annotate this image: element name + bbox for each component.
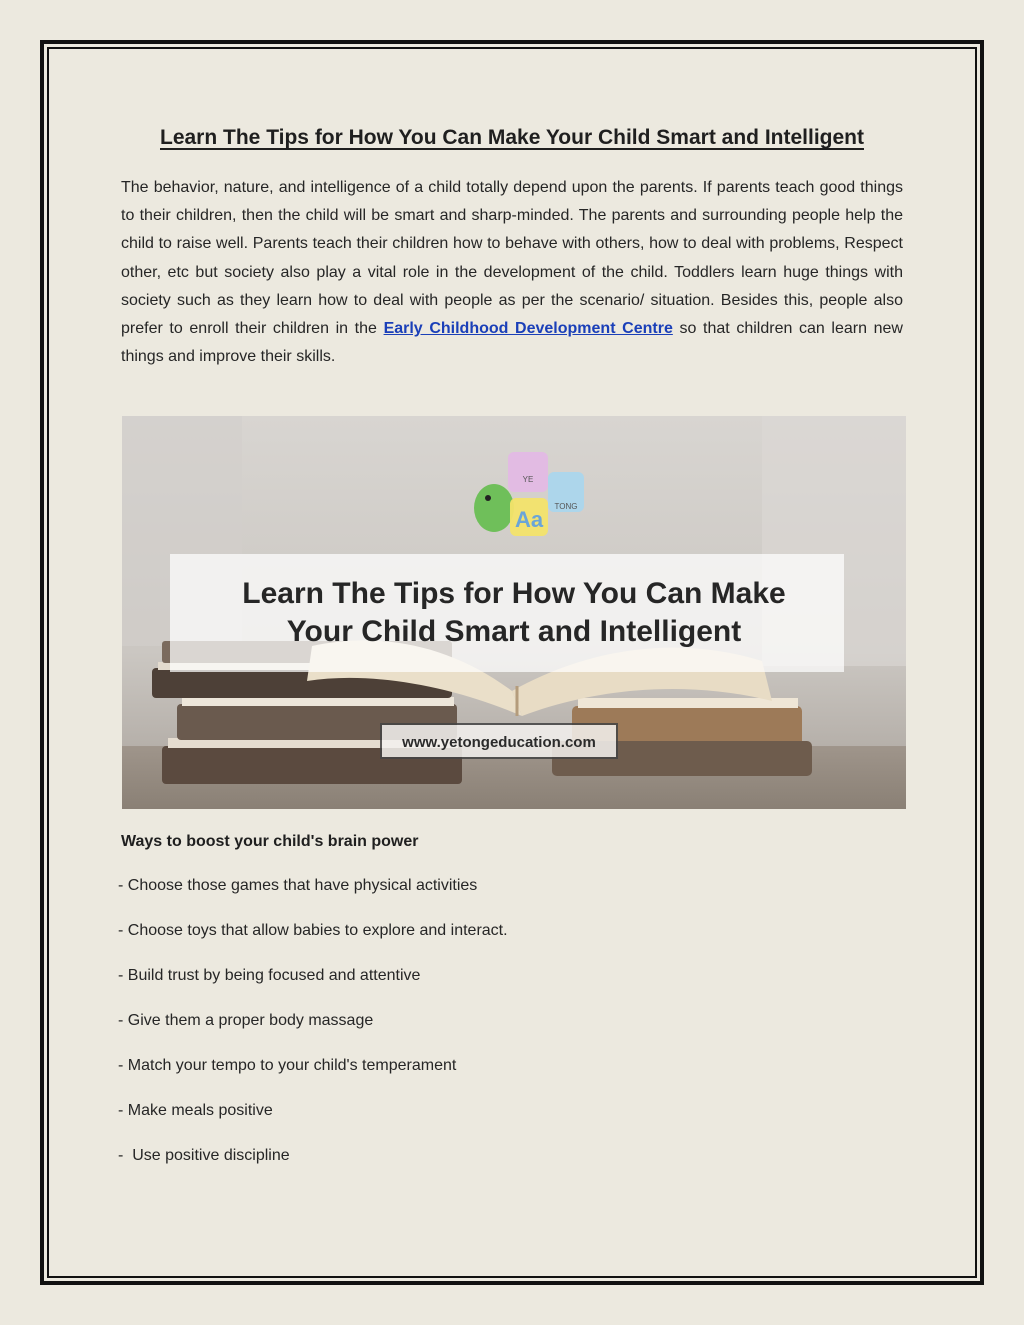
url-badge-text: www.yetongeducation.com: [402, 734, 596, 751]
tips-list: [118, 874, 508, 1189]
tip-item: - Give them a proper body massage: [118, 1012, 374, 1029]
early-childhood-centre-link[interactable]: Early Childhood Development Centre: [383, 320, 673, 338]
intro-text-after-link: so that children can learn new things and improve their skills.: [121, 320, 903, 366]
intro-text-before-link: The behavior, nature, and intelligence of a child totally depend upon the parents. If parents teach good things to their children, then the child will be smart and sharp-minded. The parents and surrounding people help the child to raise well. Parents teach their children how to behave with others, how to deal with problems, Respect other, etc but society also play a vital role in the development of the child. Toddlers learn huge things with society such as they learn how to deal with people as per the scenario/ situation. Besides this, people also prefer to enroll their children in the: [121, 179, 903, 338]
tip-item: - Use positive discipline: [118, 1147, 290, 1164]
tip-item: - Choose toys that allow babies to explore and interact.: [118, 922, 508, 939]
hero-image: [122, 416, 906, 809]
tip-item: - Make meals positive: [118, 1102, 273, 1119]
intro-paragraph: [121, 174, 903, 371]
headline-box: [170, 554, 844, 672]
tip-item: - Build trust by being focused and attentive: [118, 967, 421, 984]
dragon-mascot-icon: [474, 484, 514, 532]
logo-tag-bottom: TONG: [554, 502, 578, 511]
tip-item: - Choose those games that have physical activities: [118, 877, 478, 894]
tip-item: - Match your tempo to your child's temperament: [118, 1057, 457, 1074]
article-title: Learn The Tips for How You Can Make Your Child Smart and Intelligent: [160, 126, 864, 149]
section-heading: Ways to boost your child's brain power: [121, 833, 419, 850]
logo-tag-top: YE: [522, 475, 534, 484]
logo-letters: Aa: [514, 507, 544, 532]
hero-headline-line1: Learn The Tips for How You Can Make: [242, 577, 786, 610]
hero-headline-line2: Your Child Smart and Intelligent: [286, 615, 742, 648]
